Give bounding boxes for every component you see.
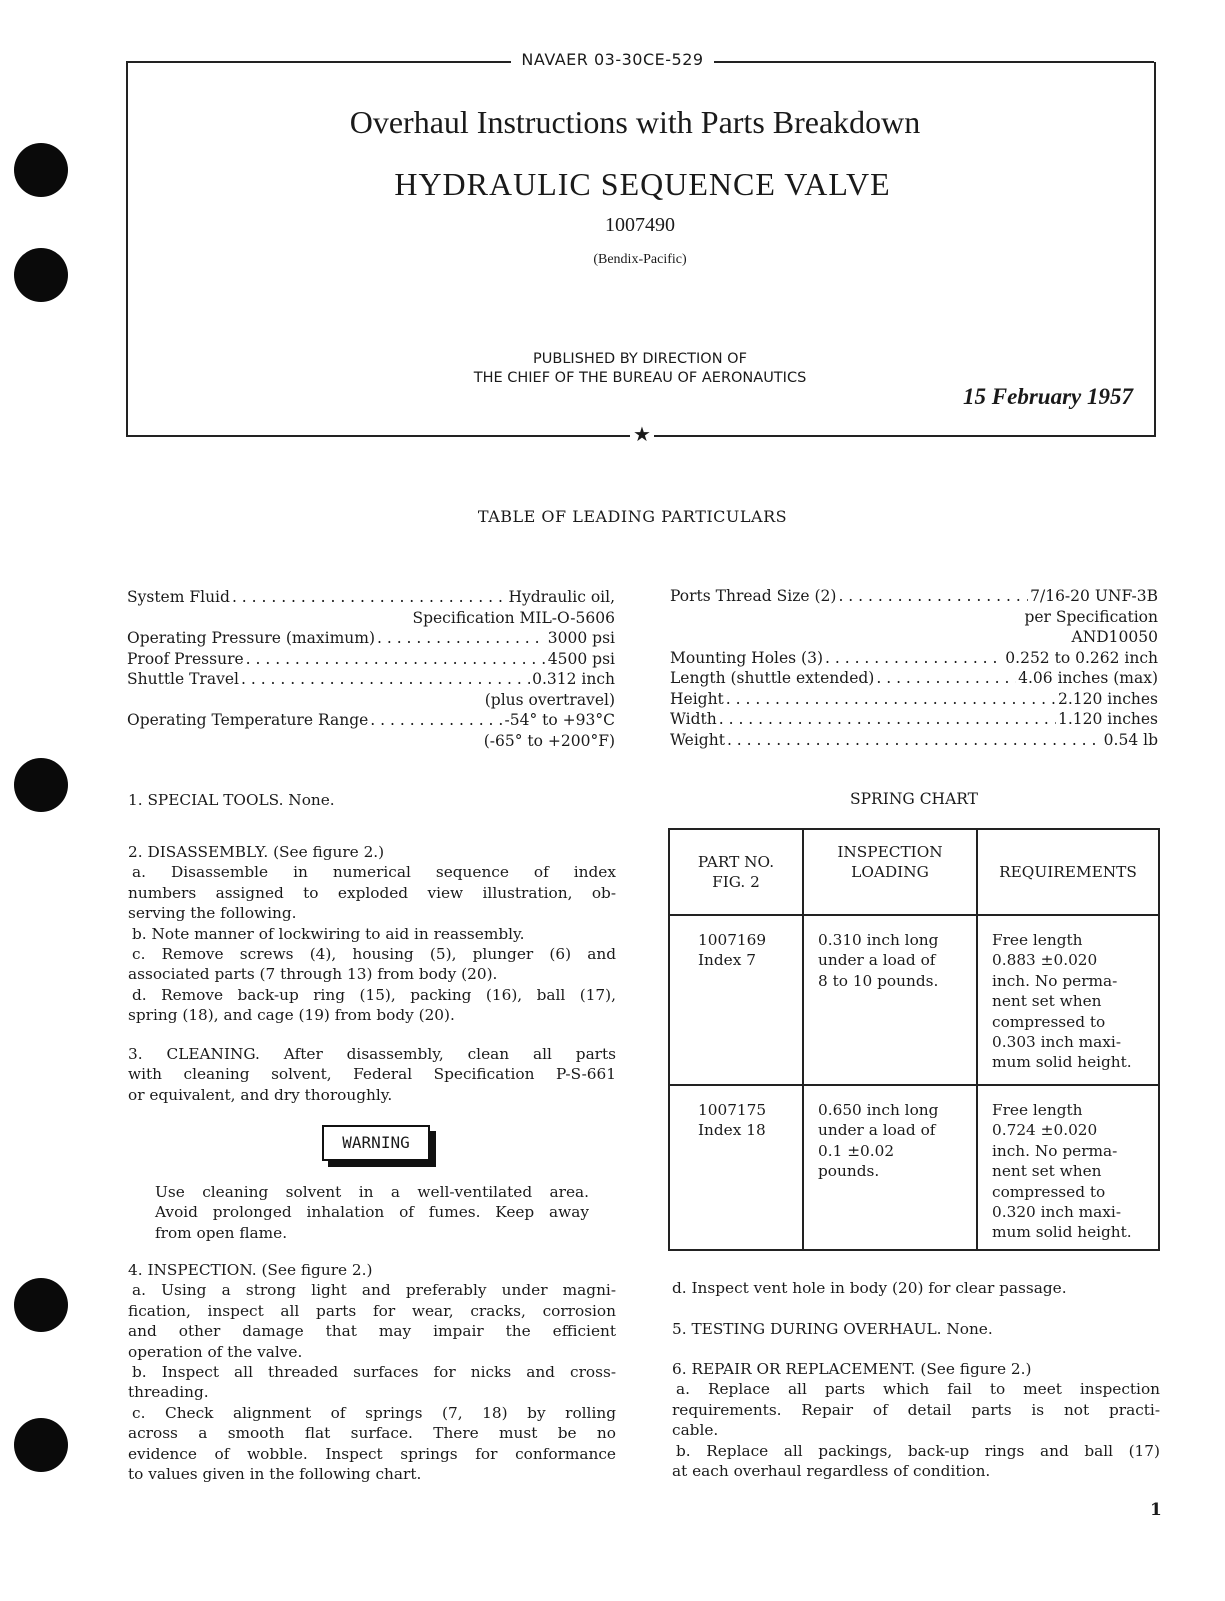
table-cell: 0.310 inch long under a load of 8 to 10 pounds. (803, 915, 977, 1085)
text-line: numbers assigned to exploded view illustration, ob- (128, 883, 616, 902)
part-number: 1007490 (605, 214, 675, 236)
text-line: from open flame. (155, 1223, 288, 1242)
leader-dots (232, 587, 507, 608)
text-line: 6. REPAIR OR REPLACEMENT. (See figure 2.) (672, 1360, 1032, 1378)
text-line: a. Disassemble in numerical sequence of index (132, 863, 616, 882)
section-repair (672, 1359, 1160, 1481)
warning-text (155, 1182, 589, 1243)
text-line: a. Using a strong light and preferably under magni- (132, 1281, 616, 1300)
text-line: to values given in the following chart. (128, 1465, 422, 1484)
particular-value: 1.120 inches (1057, 710, 1158, 728)
leader-dots (726, 689, 1056, 710)
text-line: d. Inspect vent hole in body (20) for clear passage. (672, 1279, 1067, 1297)
particular-row (127, 649, 615, 670)
particular-value-continued: Specification MIL-O-5606 (412, 608, 615, 627)
leader-dots (719, 709, 1056, 730)
subject-title: HYDRAULIC SEQUENCE VALVE (394, 166, 891, 202)
table-row (669, 915, 1159, 1085)
document-title: Overhaul Instructions with Parts Breakdown (349, 104, 921, 140)
section-disassembly (128, 842, 616, 1026)
leader-dots (876, 668, 1016, 689)
particular-label: Length (shuttle extended) (670, 669, 875, 687)
text-line: Avoid prolonged inhalation of fumes. Keep away (155, 1203, 589, 1222)
particular-row (670, 730, 1158, 751)
particular-value: 4500 psi (547, 649, 615, 668)
particular-label: Operating Temperature Range (127, 711, 369, 729)
table-cell: Free length 0.883 ±0.020 inch. No perma- nent set when compressed to 0.303 inch maxi- mum solid height. (977, 915, 1159, 1085)
particulars-right (670, 586, 1158, 750)
particular-row (127, 710, 615, 731)
table-row (669, 1085, 1159, 1250)
particular-label: Proof Pressure (127, 649, 244, 668)
text-line: associated parts (7 through 13) from body (20). (128, 965, 498, 984)
spring-chart-title: SPRING CHART (849, 790, 979, 808)
section-inspection-d (672, 1278, 1160, 1298)
particular-value: 0.312 inch (532, 670, 615, 688)
particular-label: Width (670, 710, 717, 728)
text-line: Use cleaning solvent in a well-ventilated area. (155, 1183, 589, 1201)
particular-value: 2.120 inches (1057, 689, 1158, 708)
text-line: 1. SPECIAL TOOLS. None. (128, 791, 335, 809)
particular-value-continued: per Specification (1024, 607, 1158, 626)
particular-row (670, 709, 1158, 730)
particulars-title: TABLE OF LEADING PARTICULARS (477, 507, 788, 526)
particular-label: Height (670, 689, 724, 708)
particular-value: 3000 psi (547, 629, 615, 647)
particular-value: Hydraulic oil, (508, 588, 615, 606)
warning-label: WARNING (322, 1125, 430, 1161)
text-line: 2. DISASSEMBLY. (See figure 2.) (128, 843, 385, 861)
binder-hole (14, 758, 68, 812)
particulars-left (127, 587, 615, 751)
star-ornament: ★ (630, 422, 654, 446)
particular-row (127, 669, 615, 690)
text-line: operation of the valve. (128, 1342, 303, 1361)
text-line: c. Remove screws (4), housing (5), plunger (6) and (132, 945, 616, 964)
text-line: and other damage that may impair the efficient (128, 1322, 616, 1341)
leader-dots (241, 669, 530, 690)
text-line: or equivalent, and dry thoroughly. (128, 1085, 393, 1104)
spring-chart-table (668, 828, 1160, 1251)
text-line: with cleaning solvent, Federal Specification P-S-661 (128, 1065, 616, 1084)
particular-value: 4.06 inches (max) (1018, 669, 1158, 687)
text-line: b. Replace all packings, back-up rings and ball (17) (676, 1441, 1160, 1460)
text-line: c. Check alignment of springs (7, 18) by rolling (132, 1403, 616, 1422)
leader-dots (838, 586, 1028, 607)
binder-hole (14, 1278, 68, 1332)
particular-value: 0.252 to 0.262 inch (1005, 648, 1158, 667)
particular-label: Operating Pressure (maximum) (127, 629, 375, 647)
particular-row (127, 587, 615, 608)
leader-dots (377, 628, 546, 649)
particular-value: 0.54 lb (1103, 730, 1158, 749)
particular-value-continued: (plus overtravel) (484, 690, 615, 709)
text-line: b. Inspect all threaded surfaces for nicks and cross- (132, 1363, 616, 1382)
text-line: fication, inspect all parts for wear, cracks, corrosion (128, 1301, 616, 1320)
text-line: d. Remove back-up ring (15), packing (16), ball (17), (132, 985, 616, 1004)
text-line: 3. CLEANING. After disassembly, clean all parts (128, 1045, 616, 1063)
table-cell: 1007169 Index 7 (669, 915, 803, 1085)
particular-row (670, 648, 1158, 669)
particular-label: Ports Thread Size (2) (670, 587, 837, 605)
leader-dots (370, 710, 502, 731)
particular-row (127, 628, 615, 649)
leader-dots (727, 730, 1102, 751)
table-cell: Free length 0.724 ±0.020 inch. No perma- nent set when compressed to 0.320 inch maxi- mum solid height. (977, 1085, 1159, 1250)
leader-dots (246, 649, 546, 670)
text-line: evidence of wobble. Inspect springs for conformance (128, 1444, 616, 1463)
text-line: across a smooth flat surface. There must be no (128, 1424, 616, 1443)
text-line: b. Note manner of lockwiring to aid in reassembly. (132, 924, 525, 943)
table-header-row (669, 829, 1159, 915)
text-line: 5. TESTING DURING OVERHAUL. None. (672, 1320, 993, 1338)
text-line: cable. (672, 1421, 719, 1440)
section-special-tools (128, 790, 616, 810)
text-line: 4. INSPECTION. (See figure 2.) (128, 1261, 373, 1279)
particular-row (670, 668, 1158, 689)
column-header: REQUIREMENTS (977, 829, 1159, 915)
manufacturer: (Bendix-Pacific) (593, 252, 687, 267)
column-header: PART NO. FIG. 2 (669, 829, 803, 915)
particular-value-continued: AND10050 (1071, 628, 1158, 646)
column-header: INSPECTION LOADING (803, 829, 977, 915)
text-line: serving the following. (128, 904, 297, 923)
particular-value: -54° to +93°C (504, 711, 615, 729)
publisher-line: THE CHIEF OF THE BUREAU OF AERONAUTICS (473, 370, 807, 386)
page-number: 1 (1150, 1500, 1162, 1520)
leader-dots (825, 648, 1003, 669)
text-line: at each overhaul regardless of condition. (672, 1462, 991, 1481)
publisher (0, 350, 1225, 388)
section-testing (672, 1319, 1160, 1339)
table-cell: 0.650 inch long under a load of 0.1 ±0.02 pounds. (803, 1085, 977, 1250)
section-cleaning (128, 1044, 616, 1105)
publication-date: 15 February 1957 (963, 384, 1133, 409)
particular-label: Weight (670, 730, 725, 749)
binder-hole (14, 1418, 68, 1472)
text-line: threading. (128, 1383, 209, 1402)
text-line: requirements. Repair of detail parts is not practi- (672, 1400, 1160, 1419)
table-cell: 1007175 Index 18 (669, 1085, 803, 1250)
text-line: a. Replace all parts which fail to meet inspection (676, 1380, 1160, 1399)
publisher-line: PUBLISHED BY DIRECTION OF (533, 351, 747, 367)
particular-row (670, 689, 1158, 710)
text-line: spring (18), and cage (19) from body (20). (128, 1006, 455, 1025)
particular-label: Shuttle Travel (127, 670, 239, 688)
particular-label: System Fluid (127, 588, 230, 606)
document-number: NAVAER 03-30CE-529 (0, 50, 1225, 69)
section-inspection (128, 1260, 616, 1484)
particular-label: Mounting Holes (3) (670, 648, 824, 667)
particular-value: 7/16-20 UNF-3B (1030, 587, 1158, 605)
particular-value-continued: (-65° to +200°F) (483, 731, 615, 750)
particular-row (670, 586, 1158, 607)
